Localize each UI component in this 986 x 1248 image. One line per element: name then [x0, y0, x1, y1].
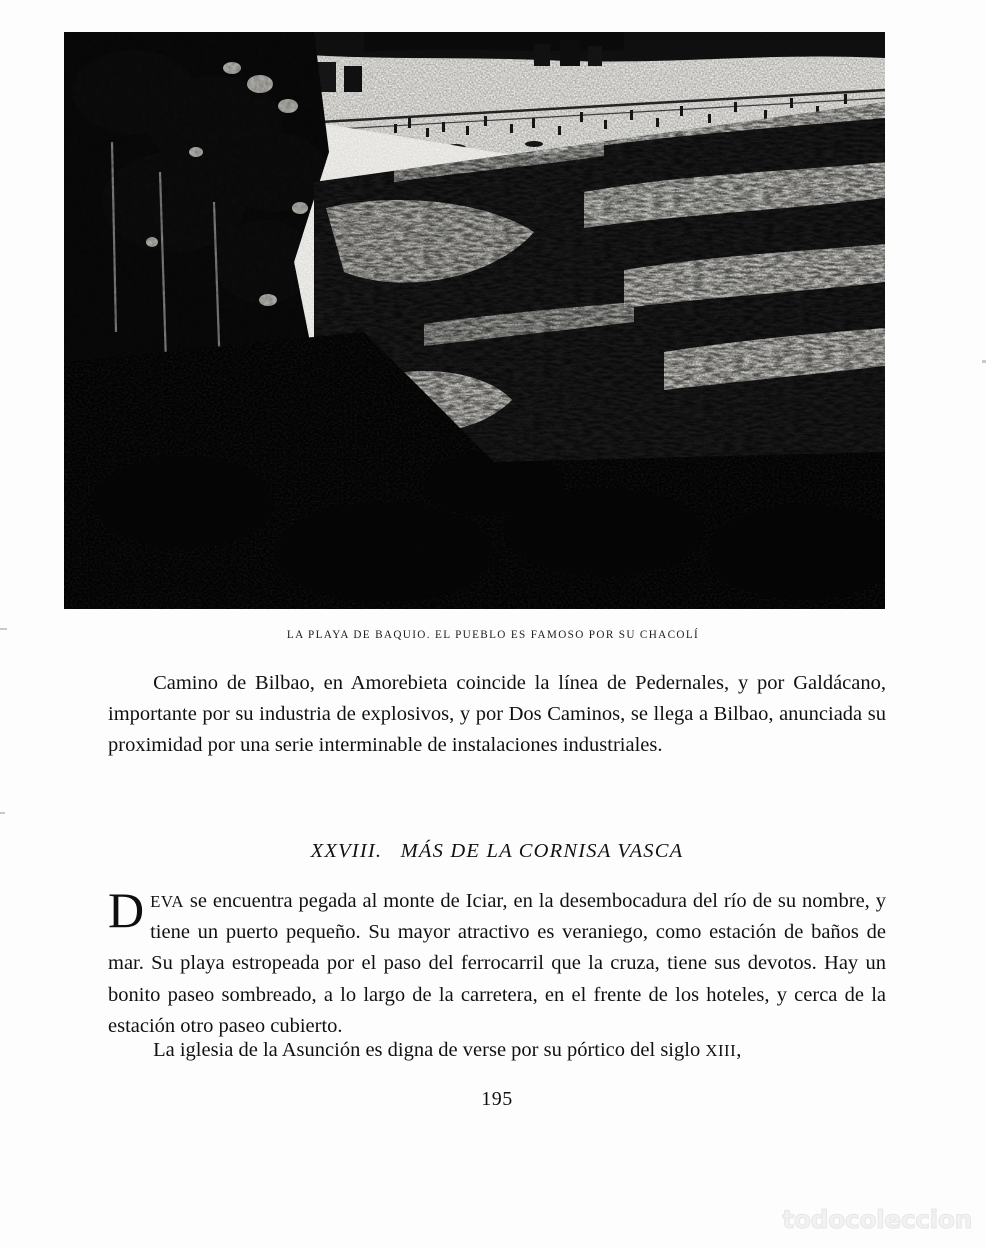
paragraph-tail: ,	[736, 1039, 742, 1061]
photo-caption: LA PLAYA DE BAQUIO. EL PUEBLO ES FAMOSO POR SU CHACOLÍ	[286, 629, 700, 641]
section-title: MÁS DE LA CORNISA VASCA	[400, 840, 684, 862]
scan-edge-mark	[0, 628, 7, 630]
drop-cap: D	[108, 882, 145, 938]
century-roman-numeral: XIII	[705, 1041, 737, 1060]
paragraph-block-3	[108, 1035, 886, 1066]
paragraph-lead: La iglesia de la Asunción es digna de verse por su pórtico del siglo	[153, 1039, 706, 1061]
paragraph-block-2	[108, 882, 886, 1042]
small-caps-lead: EVA	[150, 892, 184, 911]
scan-edge-mark	[0, 812, 5, 814]
paragraph-block-1	[108, 668, 886, 762]
photograph-image	[64, 32, 885, 609]
scan-edge-mark	[982, 360, 986, 363]
photograph	[64, 32, 885, 609]
paragraph-text: Camino de Bilbao, en Amorebieta coincide la línea de Pedernales, y por Galdácano, importante por su industria de explosivos, y por Dos Caminos, se llega a Bilbao, anunciada su proximidad por una serie interminable de instalaciones industriales.	[108, 672, 886, 757]
page-number: 195	[481, 1088, 513, 1110]
paragraph-text	[108, 1035, 886, 1066]
paragraph-body: se encuentra pegada al monte de Iciar, en la desembocadura del río de su nombre, y tiene un puerto pequeño. Su mayor atractivo es veraniego, como estación de baños de mar. Su playa estropeada por el paso del ferrocarril que la cruza, tiene sus devotos. Hay un bonito paseo sombreado, a lo largo de la carretera, en el frente de los hoteles, y cerca de la estación otro paseo cubierto.	[108, 890, 886, 1037]
todocoleccion-watermark: todocoleccion	[782, 1205, 972, 1234]
section-heading	[108, 840, 886, 863]
paragraph-text	[108, 882, 886, 1042]
section-number: XXVIII.	[310, 840, 383, 862]
